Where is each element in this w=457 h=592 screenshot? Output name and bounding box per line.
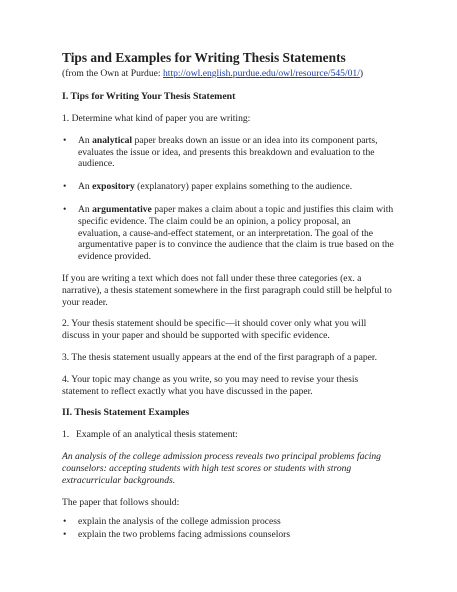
bullet-icon: • bbox=[63, 516, 67, 528]
list-item-argumentative: • An argumentative paper makes a claim about a topic and justifies this claim with specific evidence. The claim could be an opinion, a policy proposal, an evaluation, a cause-and-effect statement, or an interpretation. The goal of the argumentative paper is to convince the audience that the claim is true based on the evidence provided. bbox=[63, 203, 394, 263]
section-heading-examples: II. Thesis Statement Examples bbox=[62, 407, 190, 419]
list-item-analytical: • An analytical paper breaks down an issue or an idea into its component parts, evaluates the issue or idea, and presents this breakdown and evaluation to the audience. bbox=[63, 134, 378, 170]
paragraph-other-texts: If you are writing a text which does not fall under these three categories (ex. a narrative), a thesis statement somewhere in the first paragraph could still be helpful to your reader. bbox=[62, 272, 392, 308]
paragraph-specific: 2. Your thesis statement should be specific—it should cover only what you will discuss in your paper and should be supported with specific evidence. bbox=[62, 318, 367, 342]
list-item-expository: • An expository (explanatory) paper explains something to the audience. bbox=[63, 181, 353, 193]
term-argumentative: argumentative bbox=[92, 203, 152, 215]
source-link[interactable]: http://owl.english.purdue.edu/owl/resource/545/01/ bbox=[162, 68, 360, 79]
paper-types-list bbox=[62, 135, 395, 263]
source-suffix: ) bbox=[359, 68, 364, 79]
bullet-icon: • bbox=[63, 134, 67, 146]
document-title: Tips and Examples for Writing Thesis Statements bbox=[62, 50, 346, 65]
list-item: • explain the analysis of the college admission process bbox=[63, 516, 281, 528]
paragraph-determine: 1. Determine what kind of paper you are writing: bbox=[62, 113, 251, 124]
paragraph-follows: The paper that follows should: bbox=[62, 496, 180, 508]
term-analytical: analytical bbox=[92, 134, 133, 146]
section-heading-tips: I. Tips for Writing Your Thesis Statement bbox=[62, 91, 236, 102]
example-item-1 bbox=[62, 429, 395, 441]
example-thesis-quote: An analysis of the college admission process reveals two principal problems facing counselors: accepting students with high test scores or students with strong extracurricular backgrounds. bbox=[62, 451, 381, 486]
item-text: Example of an analytical thesis statement: bbox=[76, 429, 238, 441]
follow-list bbox=[62, 516, 395, 541]
bullet-icon: • bbox=[63, 203, 67, 215]
list-item: • explain the two problems facing admissions counselors bbox=[63, 529, 291, 541]
bullet-icon: • bbox=[63, 529, 67, 541]
paragraph-placement: 3. The thesis statement usually appears at the end of the first paragraph of a paper. bbox=[62, 351, 377, 363]
term-expository: expository bbox=[92, 181, 135, 193]
paragraph-revise: 4. Your topic may change as you write, so you may need to revise your thesis statement to reflect exactly what you have discussed in the paper. bbox=[62, 373, 359, 397]
source-prefix: (from the Own at Purdue: bbox=[62, 68, 163, 79]
source-line bbox=[62, 68, 395, 80]
bullet-icon: • bbox=[63, 181, 67, 193]
item-number: 1. bbox=[62, 429, 70, 441]
